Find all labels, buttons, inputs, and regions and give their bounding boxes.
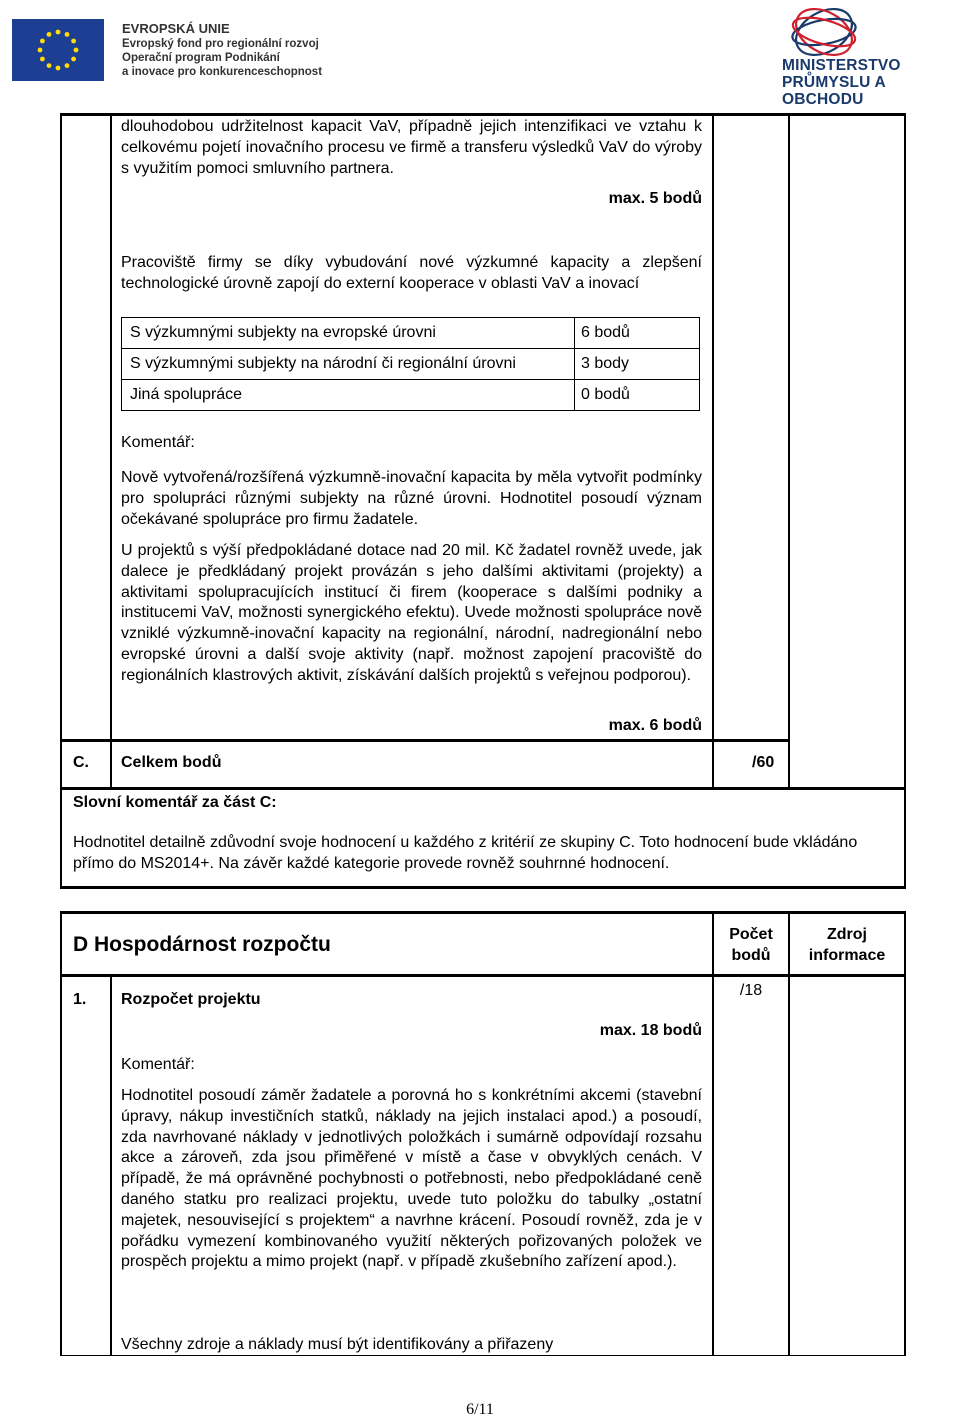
eu-flag-icon [12, 19, 104, 81]
table-row [122, 318, 700, 349]
comment-max-points: max. 6 bodů [608, 717, 702, 734]
table-c-col-divider-3 [788, 113, 790, 789]
section-d-title: D Hospodárnost rozpočtu [73, 933, 331, 956]
table-c-bottom-border [60, 886, 906, 889]
item-comment-text: Hodnotitel posoudí záměr žadatele a porovná ho s konkrétními akcemi (stavební úpravy, nákup investičních statků, náklady na jejich instalaci apod.) a posoudí, zda navrhované náklady v jednotlivých položkách i sumárně odpovídají rozsahu akce a zároveň, zda jsou přiměřené v místě a čase v obvyklých cenách. V případě, že má oprávněné pochybnosti o potřebnosti, nebo předpokládané ceně daného statku pro realizaci projektu, uvede tuto položku do tabulky „ostatní majetek, nesouvisející s projektem“ a navrhne krácení. Posoudí rovněž, zda je v pořádku vymezení kombinovaného využití některých pořizovaných položek ve prospěch projektu a mimo projekt (např. v případě zkušebního zařízení apod.). [121, 1087, 702, 1271]
comment-label: Komentář: [121, 434, 195, 451]
table-d-header-bottom-border [60, 974, 906, 977]
page-number: 6/11 [466, 1401, 494, 1418]
total-label: Celkem bodů [121, 754, 222, 771]
comment-paragraph-1: Nově vytvořená/rozšířená výzkumně-inovační kapacita by měla vytvořit podmínky pro spolupráci různými subjekty na různé úrovni. Hodnotitel posoudí význam očekávané spolupráce pro firmu žadatele. [121, 469, 702, 528]
option-label: S výzkumnými subjekty na evropské úrovni [122, 318, 575, 349]
item-max-points: max. 18 bodů [599, 1022, 702, 1039]
eu-title: EVROPSKÁ UNIE [122, 21, 230, 36]
option-points: 6 bodů [575, 318, 700, 349]
table-c-top-border [60, 113, 906, 116]
verbal-comment-text: Hodnotitel detailně zdůvodní svoje hodnocení u každého z kritérií ze skupiny C. Toto hodnocení bude vkládáno přímo do MS2014+. Na závěr každé kategorie provede rovněž souhrnné hodnocení. [73, 834, 858, 872]
eu-line-2: Evropský fond pro regionální rozvoj [122, 38, 319, 50]
ministry-line-1: MINISTERSTVO [782, 57, 901, 74]
verbal-comment-label: Slovní komentář za část C: [73, 794, 277, 811]
option-label: S výzkumnými subjekty na národní či regionální úrovni [122, 349, 575, 380]
item-number: 1. [73, 991, 87, 1008]
table-d-col-divider-points [712, 911, 714, 1356]
ministry-name [782, 57, 960, 108]
table-d-left-border [60, 911, 62, 1356]
intro-max-points: max. 5 bodů [608, 190, 702, 207]
table-d-top-border [60, 911, 906, 914]
eu-line-4: a inovace pro konkurenceschopnost [122, 66, 323, 78]
comment-paragraph-2: U projektů s výší předpokládané dotace nad 20 mil. Kč žadatel rovněž uvede, jak dalece je předkládaný projekt provázán s jeho dalšími aktivitami (projekty) a aktivitami spolupracujících institucí či firem (kooperace s dalšími podniky a institucemi VaV, možnosti synergického efektu). Uvede možnosti spolupráce nově vzniklé výzkumně-inovační kapacity na regionální, národní, nadregionální nebo evropské úrovni a další svoje aktivity (např. možnost zapojení pracoviště do regionálních klastrových aktivit, získávání dalších projektů s veřejnou podporou). [121, 542, 702, 684]
cooperation-options-table [121, 317, 700, 411]
table-c-right-border [904, 113, 906, 889]
table-row [122, 349, 700, 380]
table-d-col-divider-source [788, 911, 790, 1356]
col-header-source: Zdroj informace [808, 926, 886, 964]
option-label: Jiná spolupráce [122, 380, 575, 411]
item-title: Rozpočet projektu [121, 991, 261, 1008]
col-header-points: Počet bodů [729, 926, 773, 964]
criterion-text: Pracoviště firmy se díky vybudování nové výzkumné kapacity a zlepšení technologické úrovně zapojí do externí kooperace v oblasti VaV a inovací [121, 254, 702, 292]
table-c-col-divider-2 [712, 113, 714, 789]
table-d-number-divider [110, 976, 112, 1356]
eu-program-text [122, 20, 322, 79]
table-d-right-border [904, 911, 906, 1356]
table-c-col-divider-1 [110, 113, 112, 789]
table-c-total-top-border [60, 739, 790, 742]
option-points: 3 body [575, 349, 700, 380]
total-value: /60 [752, 754, 775, 771]
item-points-value: /18 [739, 982, 763, 999]
table-row [122, 380, 700, 411]
table-c-total-bottom-border [60, 787, 906, 790]
intro-text: dlouhodobou udržitelnost kapacit VaV, případně jejich intenzifikaci ve vztahu k celkovému pojetí inovačního procesu ve firmě a transferu výsledků VaV do výroby s využitím pomoci smluvního partnera. [121, 118, 702, 177]
option-points: 0 bodů [575, 380, 700, 411]
eu-line-3: Operační program Podnikání [122, 52, 280, 64]
item-last-line: Všechny zdroje a náklady musí být identifikovány a přiřazeny [121, 1336, 554, 1353]
item-comment-label: Komentář: [121, 1056, 195, 1073]
table-c-left-border [60, 113, 62, 889]
total-letter: C. [73, 754, 89, 771]
ministry-line-2: PRŮMYSLU A OBCHODU [782, 74, 886, 108]
